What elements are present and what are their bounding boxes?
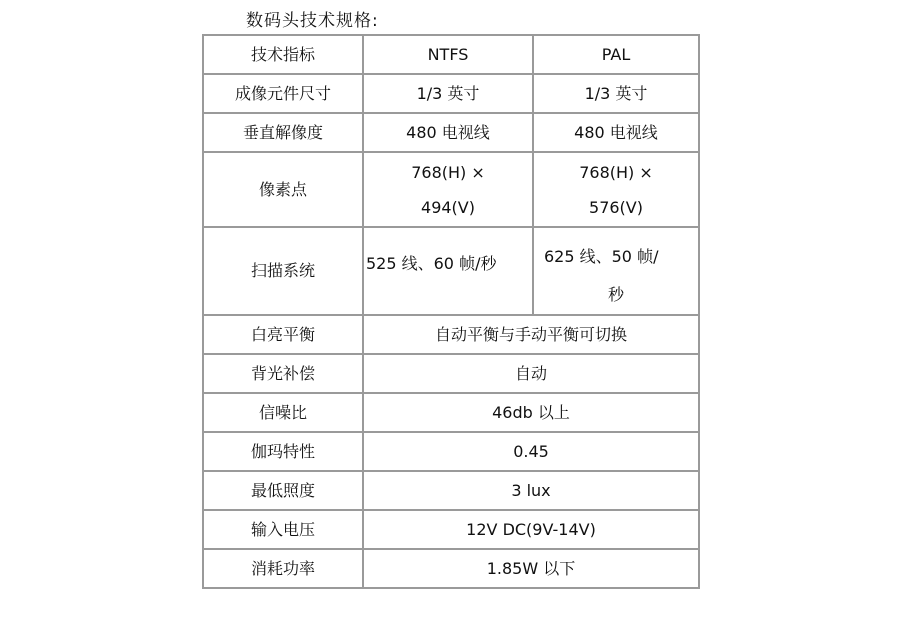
ntfs-value: 480 电视线 [363,113,533,152]
pal-value-line1: 625 线、50 帧/ [544,247,659,266]
ntfs-value-line1: 768(H) × [411,162,485,182]
pal-value-line1: 768(H) × [579,162,653,182]
table-row [203,113,699,152]
table-row [203,227,699,315]
table-row [203,549,699,588]
ntfs-value [363,152,533,227]
merged-value: 12V DC(9V-14V) [363,510,699,549]
row-label: 最低照度 [203,471,363,510]
header-cell-pal: PAL [533,35,699,74]
merged-value: 自动 [363,354,699,393]
table-row [203,74,699,113]
row-label: 白亮平衡 [203,315,363,354]
row-label: 伽玛特性 [203,432,363,471]
pal-value [533,152,699,227]
table-row [203,510,699,549]
ntfs-value: 1/3 英寸 [363,74,533,113]
row-label: 成像元件尺寸 [203,74,363,113]
merged-value: 1.85W 以下 [363,549,699,588]
table-header-row [203,35,699,74]
merged-value: 自动平衡与手动平衡可切换 [363,315,699,354]
ntfs-value: 525 线、60 帧/秒 [363,227,533,315]
spec-table [202,34,700,589]
merged-value: 3 lux [363,471,699,510]
row-label: 消耗功率 [203,549,363,588]
row-label: 输入电压 [203,510,363,549]
row-label: 背光补偿 [203,354,363,393]
document-title: 数码头技术规格: [246,11,379,31]
pal-value-line2: 秒 [607,285,624,304]
row-label: 信噪比 [203,393,363,432]
pal-value: 1/3 英寸 [533,74,699,113]
table-row [203,393,699,432]
header-cell-spec: 技术指标 [203,35,363,74]
merged-value: 0.45 [363,432,699,471]
table-row [203,432,699,471]
table-row [203,354,699,393]
table-row [203,315,699,354]
pal-value [533,227,699,315]
pal-value: 480 电视线 [533,113,699,152]
header-cell-ntfs: NTFS [363,35,533,74]
ntfs-value-line2: 494(V) [421,197,475,217]
row-label: 扫描系统 [203,227,363,315]
pal-value-line2: 576(V) [589,197,643,217]
row-label: 垂直解像度 [203,113,363,152]
table-row [203,152,699,227]
merged-value: 46db 以上 [363,393,699,432]
row-label: 像素点 [203,152,363,227]
table-row [203,471,699,510]
